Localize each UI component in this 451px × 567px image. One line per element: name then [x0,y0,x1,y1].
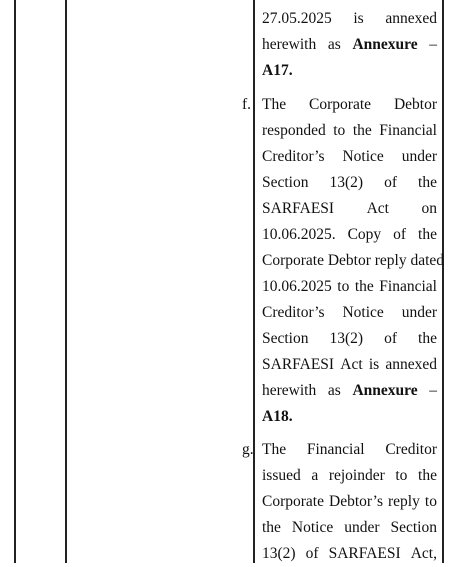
text-line [262,463,437,489]
continued-paragraph [262,6,437,84]
word: to [424,493,437,510]
text-line [262,326,437,352]
word: Debtor [393,96,437,113]
word: issued [262,467,301,484]
text-line [262,170,437,196]
text-line [262,92,437,118]
word: Financial [306,441,365,458]
word: Annexure [352,382,418,399]
word: the [418,174,437,191]
word: The [262,96,287,113]
word: The [262,441,287,458]
item-g-paragraph [262,437,437,567]
word: 27.05.2025 [262,10,332,27]
word: to [395,467,408,484]
word: Section [262,330,309,347]
word: 10.06.2025. [262,226,336,243]
text-line [262,352,437,378]
word: Financial [379,278,437,295]
word: Section [262,174,309,191]
text-line [262,118,437,144]
word: Corporate [262,493,324,510]
text-line [262,489,437,515]
item-g-marker: g. [242,441,254,458]
text-line [262,515,437,541]
item-f-paragraph [262,92,445,430]
word: Corporate [309,96,372,113]
word: Act [340,356,363,373]
item-f-marker: f. [242,96,252,113]
word: 13(2) [329,330,364,347]
word: the [354,278,374,295]
word: under [401,304,437,321]
word: – [429,382,437,399]
text-line [262,222,437,248]
word: SARFAESI [328,545,401,562]
word: SARFAESI [262,356,335,373]
table-rule-4 [442,0,444,563]
word: Act [366,200,389,217]
word: Creditor’s [262,304,325,321]
word: – [429,36,437,53]
word: of [384,174,398,191]
word: to [333,122,346,139]
text-line [262,32,437,58]
text-line [262,196,437,222]
word: rejoinder [328,467,385,484]
word: of [384,330,398,347]
word: a [311,467,319,484]
word: Financial [379,122,437,139]
word: reply [388,493,420,510]
word: Debtor’s [329,493,383,510]
word: Creditor’s [262,148,325,165]
table-rule-1 [14,0,16,563]
word: of [305,545,319,562]
word: Annexure [352,36,418,53]
word: on [421,200,437,217]
word: 13(2) [262,545,296,562]
word: is [353,10,364,27]
text-line [262,274,437,300]
word: A17. [262,62,293,79]
word: responded [262,122,326,139]
word: the [418,467,437,484]
text-line [262,378,437,404]
text-line [262,300,437,326]
word: Notice [342,304,384,321]
word: Corporate Debtor reply dated [262,252,445,269]
word: the [262,519,281,536]
word: 13(2) [329,174,364,191]
text-line [262,541,437,567]
table-rule-2 [65,0,67,563]
text-line [262,248,445,274]
word: under [344,519,380,536]
word: annexed [385,356,437,373]
word: is [368,356,380,373]
word: Section [390,519,437,536]
word: annexed [385,10,437,27]
word: the [418,330,437,347]
word: to [337,278,350,295]
word: Creditor [385,441,437,458]
text-line [262,58,437,84]
word: Notice [342,148,384,165]
word: A18. [262,408,293,425]
word: Notice [291,519,334,536]
text-line [262,404,437,430]
text-line [262,144,437,170]
word: SARFAESI [262,200,335,217]
word: as [327,382,341,399]
table-rule-3 [253,0,255,563]
word: Copy [347,226,382,243]
word: herewith [262,36,317,53]
word: as [327,36,341,53]
word: under [401,148,437,165]
word: 10.06.2025 [262,278,332,295]
text-line [262,6,437,32]
text-line [262,437,437,463]
word: the [418,226,437,243]
word: Act, [410,545,437,562]
word: herewith [262,382,317,399]
word: of [393,226,407,243]
word: the [352,122,372,139]
